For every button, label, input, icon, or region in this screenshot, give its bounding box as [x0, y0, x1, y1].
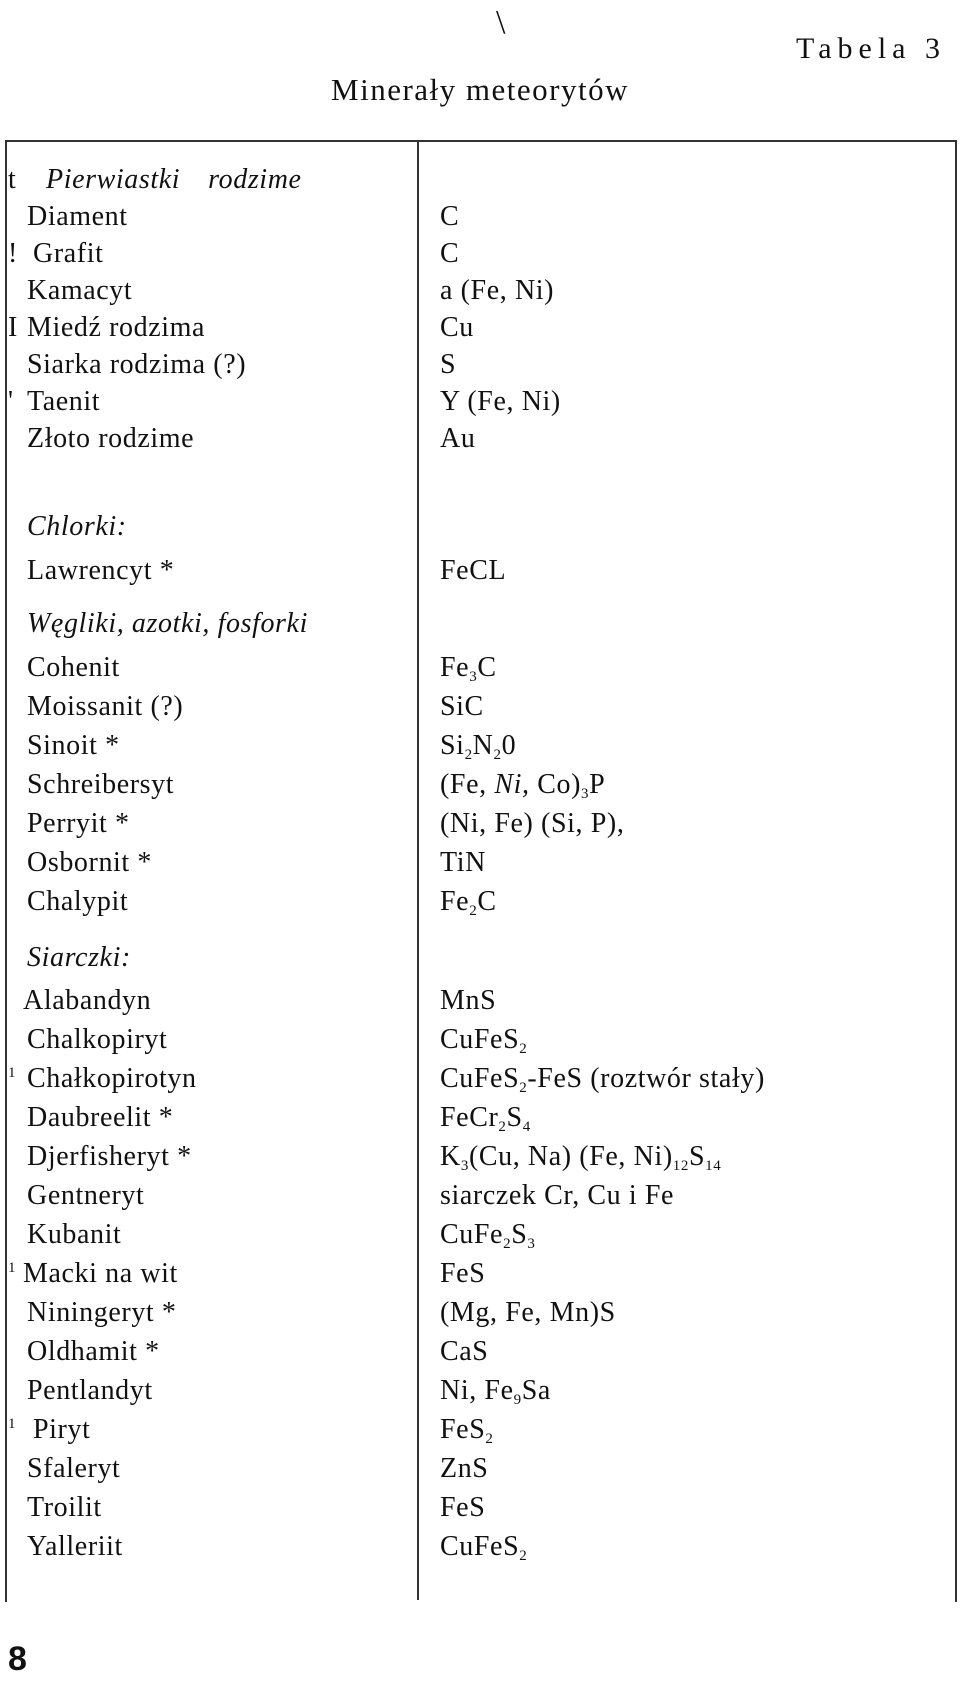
table-row [0, 1375, 960, 1415]
table-row [0, 386, 960, 426]
mineral-name: Cohenit [27, 652, 120, 683]
mineral-name: Osbornit * [27, 847, 152, 878]
mineral-name: Chalkopiryt [27, 1024, 168, 1055]
section-title: Chlorki: [27, 511, 127, 542]
mineral-formula: FeS [440, 1492, 486, 1523]
table-row [0, 691, 960, 731]
mineral-formula: $FeCr_2S_4$ [440, 1102, 531, 1135]
mineral-formula: a (Fe, Ni) [440, 275, 555, 306]
mineral-formula: $Fe_2C$ [440, 886, 497, 919]
mineral-name: Grafit [33, 238, 104, 269]
mineral-formula: Cu [440, 312, 474, 343]
table-row [0, 1492, 960, 1532]
section-title: Siarczki: [27, 942, 131, 973]
table-row [0, 886, 960, 926]
mineral-formula: TiN [440, 847, 486, 878]
mineral-name: Schreibersyt [27, 769, 175, 800]
mineral-formula: siarczek Cr, Cu i Fe [440, 1180, 675, 1211]
mineral-name: Yalleriit [27, 1531, 123, 1562]
margin-mark: ! [8, 238, 18, 269]
mineral-name: Kubanit [27, 1219, 122, 1250]
mineral-formula: MnS [440, 985, 497, 1016]
table-row [0, 847, 960, 887]
mineral-formula: FeS [440, 1258, 486, 1289]
page-number: 8 [8, 1640, 27, 1678]
stray-backslash: \ [496, 4, 506, 41]
mineral-name: Troilit [27, 1492, 102, 1523]
section-heading-chlorides [0, 511, 960, 551]
mineral-formula: FeS$_2$ [440, 1414, 494, 1447]
mineral-formula: $Si_2N_20$ [440, 730, 517, 763]
mineral-name: Kamacyt [27, 275, 133, 306]
table-row [0, 808, 960, 848]
table-row [0, 1102, 960, 1142]
table-row [0, 1414, 960, 1454]
section-heading-elements [0, 164, 960, 204]
mineral-formula: $CuFe_2S_3$ [440, 1219, 536, 1252]
margin-mark: 1 [8, 1260, 17, 1276]
mineral-name: Lawrencyt * [27, 555, 175, 586]
mineral-formula: Au [440, 423, 476, 454]
section-title: Węgliki, azotki, fosforki [27, 608, 308, 639]
mineral-name: Oldhamit * [27, 1336, 160, 1367]
section-title-word: rodzime [208, 164, 302, 195]
table-row [0, 1297, 960, 1337]
page-title: Minerały meteorytów [331, 72, 629, 107]
table-row [0, 312, 960, 352]
mineral-formula: (Ni, Fe) (Si, P), [440, 808, 625, 839]
mineral-formula: Ni, $Fe_9Sa$ [440, 1375, 551, 1408]
mineral-name: Djerfisheryt * [27, 1141, 192, 1172]
mineral-formula: (Fe, Ni, $Co)_3P$ [440, 769, 606, 802]
mineral-name: Piryt [33, 1414, 91, 1445]
mineral-name: Sinoit * [27, 730, 120, 761]
table-row [0, 1258, 960, 1298]
mineral-name: Miedź rodzima [27, 312, 206, 343]
table-row [0, 1141, 960, 1181]
table-row [0, 1453, 960, 1493]
mineral-formula: $K_3(Cu$, Na) (Fe, $Ni)_{12}S_{14}$ [440, 1141, 722, 1174]
table-row [0, 1336, 960, 1376]
table-row [0, 1063, 960, 1103]
mineral-name: Chałkopirotyn [27, 1063, 197, 1094]
mineral-formula: Y (Fe, Ni) [440, 386, 561, 417]
table-row [0, 652, 960, 692]
mineral-name: Daubreelit * [27, 1102, 174, 1133]
table-row [0, 275, 960, 315]
mineral-formula: C [440, 238, 460, 269]
table-row [0, 1180, 960, 1220]
table-row [0, 238, 960, 278]
mineral-name: Alabandyn [23, 985, 152, 1016]
table-row [0, 555, 960, 595]
margin-mark: 1 [8, 1065, 17, 1081]
mineral-name: Pentlandyt [27, 1375, 153, 1406]
table-row [0, 423, 960, 463]
mineral-name: Niningeryt * [27, 1297, 177, 1328]
mineral-name: Moissanit (?) [27, 691, 184, 722]
table-row [0, 349, 960, 389]
table-row [0, 985, 960, 1025]
table-row [0, 201, 960, 241]
mineral-formula: S [440, 349, 457, 380]
mineral-name: Gentneryt [27, 1180, 145, 1211]
margin-mark: t [8, 164, 17, 195]
mineral-name: Diament [27, 201, 128, 232]
mineral-formula: (Mg, Fe, Mn)S [440, 1297, 616, 1328]
mineral-name: Sfaleryt [27, 1453, 121, 1484]
mineral-formula: CuFeS$_2$ [440, 1531, 528, 1564]
mineral-formula: CuFeS$_2$-FeS (roztwór stały) [440, 1063, 765, 1096]
mineral-name: Chalypit [27, 886, 129, 917]
mineral-formula: C [440, 201, 460, 232]
margin-mark: ' [8, 386, 14, 417]
table-row [0, 1531, 960, 1571]
table-row [0, 769, 960, 809]
mineral-formula: CaS [440, 1336, 489, 1367]
section-heading-sulfides [0, 942, 960, 982]
table-row [0, 1024, 960, 1064]
mineral-formula: ZnS [440, 1453, 489, 1484]
margin-mark: 1 [8, 1416, 17, 1432]
table-number: Tabela 3 [795, 32, 946, 65]
section-heading-carbides [0, 608, 960, 648]
mineral-name: Perryit * [27, 808, 130, 839]
mineral-name: Złoto rodzime [27, 423, 195, 454]
section-title: Pierwiastki rodzime [46, 164, 302, 195]
mineral-name: Taenit [27, 386, 101, 417]
table-row [0, 1219, 960, 1259]
margin-mark: I [8, 312, 18, 343]
mineral-name: Macki na wit [23, 1258, 178, 1289]
mineral-name: Siarka rodzima (?) [27, 349, 247, 380]
table-row [0, 730, 960, 770]
mineral-formula: $Fe_3C$ [440, 652, 497, 685]
mineral-formula: FeCL [440, 555, 507, 586]
mineral-formula: CuFeS$_2$ [440, 1024, 528, 1057]
mineral-formula: SiC [440, 691, 484, 722]
